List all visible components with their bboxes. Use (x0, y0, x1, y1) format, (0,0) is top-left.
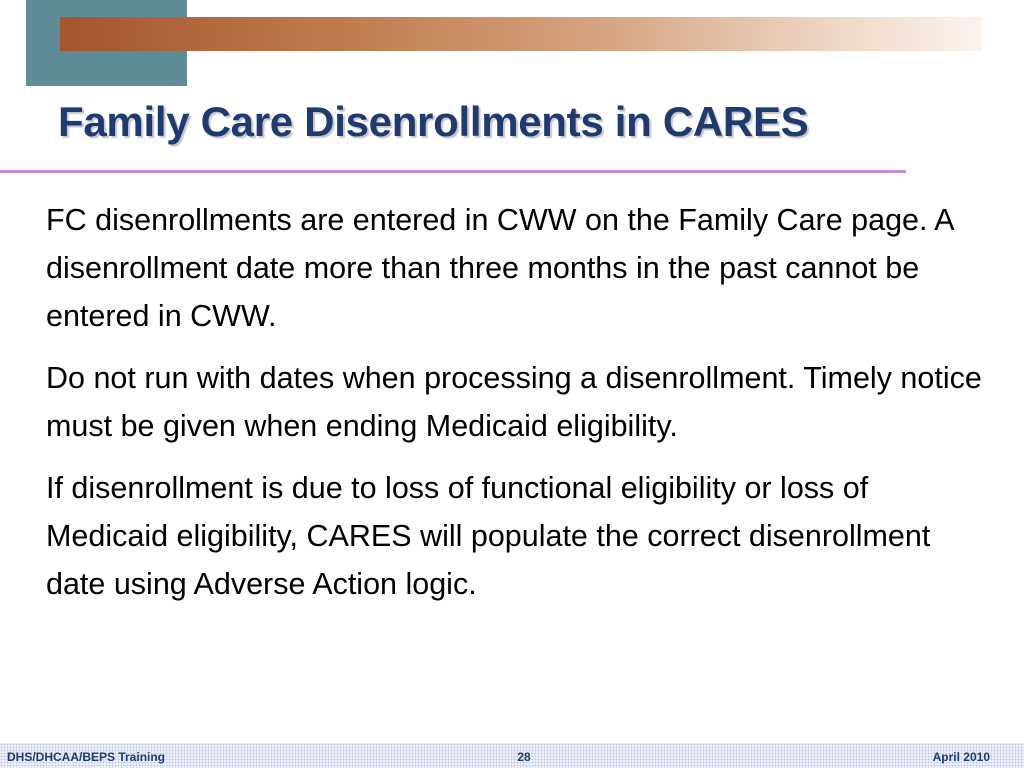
slide-footer (0, 743, 1024, 768)
body-paragraph: FC disenrollments are entered in CWW on the Family Care page. A disenrollment date more than three months in the past cannot be entered in CWW. (46, 203, 953, 333)
body-paragraph: If disenrollment is due to loss of functional eligibility or loss of Medicaid eligibility, CARES will populate the correct disenrollment date using Adverse Action logic. (46, 471, 931, 601)
footer-organization: DHS/DHCAA/BEPS Training (7, 750, 166, 764)
slide-title: Family Care Disenrollments in CARES (58, 98, 809, 145)
body-paragraph: Do not run with dates when processing a disenrollment. Timely notice must be given when ending Medicaid eligibility. (46, 361, 982, 443)
slide-body (46, 196, 986, 622)
footer-date: April 2010 (932, 750, 990, 764)
decorative-gradient-bar (60, 17, 982, 51)
footer-page-number: 28 (517, 750, 531, 764)
title-divider (0, 170, 906, 173)
